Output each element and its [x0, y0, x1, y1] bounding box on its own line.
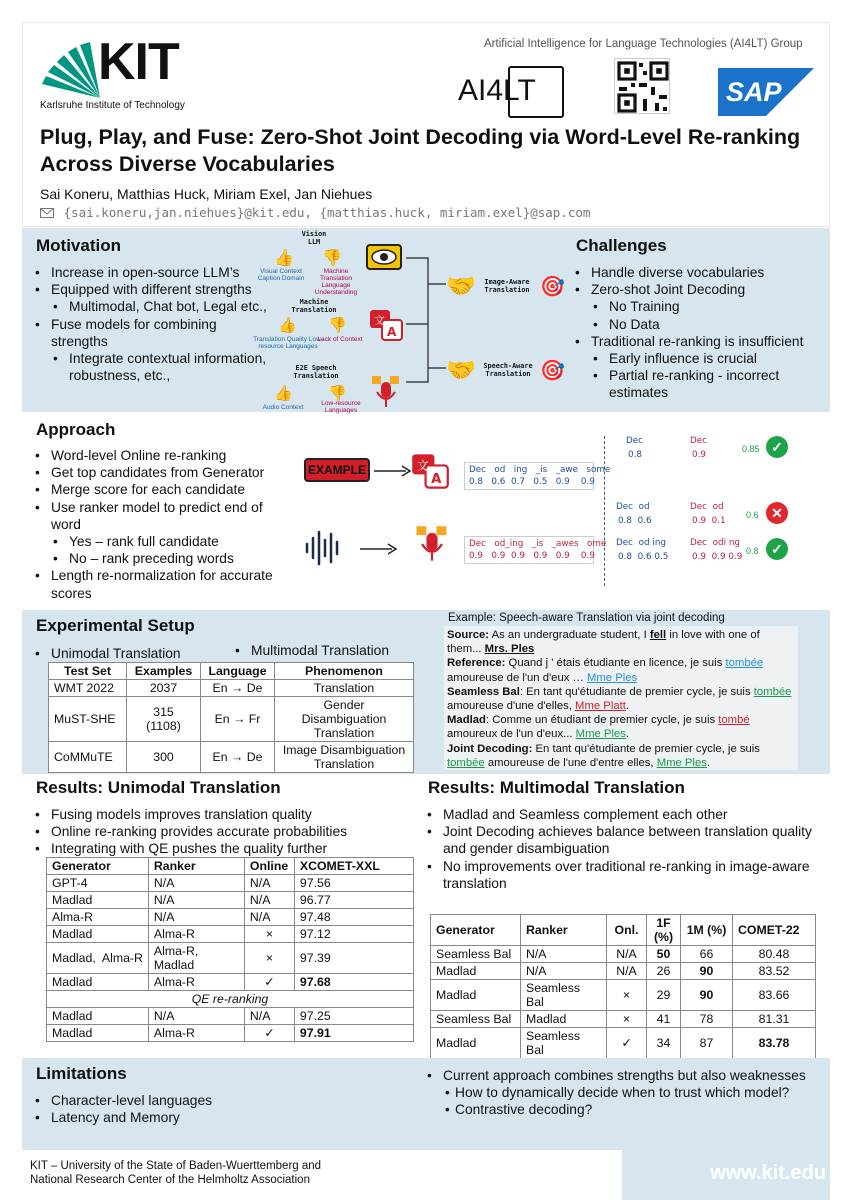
- arrow-icon: [358, 542, 398, 556]
- madlad-text: amoureux de l'un d'eux...: [447, 728, 573, 741]
- vision-pos: Visual Context Caption Domain: [257, 268, 305, 282]
- table-cell: N/A: [607, 946, 647, 963]
- list-item: • Yes – rank full candidate: [33, 533, 289, 550]
- table-cell: Madlad: [47, 1025, 149, 1042]
- challenges-list: [573, 264, 827, 402]
- table-cell: 97.48: [294, 909, 413, 926]
- table-cell: 83.78: [733, 1028, 816, 1059]
- column-header: Generator: [47, 858, 149, 875]
- motivation-heading: Motivation: [36, 236, 121, 255]
- table-cell: 41: [647, 1011, 681, 1028]
- step-rank-tokens: Dec odi ng: [690, 538, 740, 548]
- table-cell: Alma-R: [148, 926, 244, 943]
- speech-neg: Low-resource Languages: [321, 400, 361, 414]
- group-name: Artificial Intelligence for Language Technologies (AI4LT) Group: [484, 38, 803, 50]
- table-cell: Seamless Bal: [521, 1028, 607, 1059]
- check-icon: ✓: [766, 436, 788, 458]
- table-cell: Alma-R, Madlad: [148, 943, 244, 974]
- column-header: Ranker: [521, 915, 607, 946]
- authors: Sai Koneru, Matthias Huck, Miriam Exel, Jan Niehues: [40, 186, 373, 202]
- ranker-tokens-box: [464, 536, 607, 564]
- mt-neg: Lack of Context: [317, 336, 363, 343]
- step-score: 0.6: [746, 510, 759, 520]
- thumbs-up-icon: 👍: [274, 250, 294, 267]
- column-header: Online: [244, 858, 294, 875]
- table-cell: N/A: [521, 963, 607, 980]
- table-cell: 96.77: [294, 892, 413, 909]
- table-row: [47, 1025, 414, 1042]
- step-gen-tokens: Dec od: [616, 502, 650, 512]
- table-cell: 80.48: [733, 946, 816, 963]
- emails: {sai.koneru,jan.niehues}@kit.edu, {matthias.huck, miriam.exel}@sap.com: [63, 205, 591, 220]
- reference-text: amoureuse de l'un d'eux …: [447, 671, 584, 684]
- reference-name: Mme Ples: [586, 671, 638, 684]
- list-item: • Equipped with different strengths: [33, 281, 273, 298]
- table-cell: N/A: [148, 1008, 244, 1025]
- joint-text: amoureuse de l'une d'entre elles,: [487, 756, 654, 769]
- source-name: Mrs. Ples: [484, 643, 535, 656]
- list-item: • Partial re-ranking - incorrect estimates: [573, 367, 827, 401]
- example-madlad: Madlad: Comme un étudiant de premier cycle, je suis tombé amoureux de l'un d'eux... Mme Ples.: [447, 714, 750, 741]
- step-gen-scores: 0.8 0.6: [618, 516, 652, 526]
- table-cell: 50: [647, 946, 681, 963]
- table-cell: ×: [244, 943, 294, 974]
- svg-text:文: 文: [374, 314, 385, 327]
- mail-icon: [40, 208, 54, 218]
- table-row: [431, 980, 816, 1011]
- table-cell: Madlad: [521, 1011, 607, 1028]
- table-cell: 97.25: [294, 1008, 413, 1025]
- column-header: Language: [201, 663, 275, 680]
- footer: [22, 1150, 830, 1200]
- table-cell: ✓: [244, 1025, 294, 1042]
- thumbs-down-icon: 👎: [328, 317, 347, 334]
- table-cell: 78: [681, 1011, 733, 1028]
- table-cell: 83.66: [733, 980, 816, 1011]
- table-cell: Madlad: [47, 974, 149, 991]
- table-cell: ×: [607, 980, 647, 1011]
- table-cell: Madlad: [47, 926, 149, 943]
- list-item: • Madlad and Seamless complement each other: [425, 806, 815, 823]
- table-cell: 97.68: [294, 974, 413, 991]
- limitations-list: [33, 1092, 333, 1126]
- vision-neg: Machine Translation Language Understanding: [314, 268, 358, 296]
- table-cell: 97.39: [294, 943, 413, 974]
- list-item: • Current approach combines strengths but also weaknesses: [425, 1067, 825, 1084]
- kit-logo-text: KIT: [98, 33, 179, 91]
- reference-keyword: tombée: [725, 657, 764, 670]
- seamless-text: amoureuse d'une d'elles,: [447, 700, 572, 713]
- column-header: 1F (%): [647, 915, 681, 946]
- table-cell: N/A: [521, 946, 607, 963]
- seamless-text: : En tant qu'étudiante de premier cycle, je suis: [519, 685, 751, 698]
- joint-label: Joint Decoding:: [447, 742, 533, 755]
- source-text: As an undergraduate student, I: [491, 629, 647, 641]
- table-cell: En → Fr: [201, 697, 275, 742]
- table-cell: 87: [681, 1028, 733, 1059]
- motivation-list: [33, 264, 273, 384]
- table-cell: 26: [647, 963, 681, 980]
- step-score: 0.8: [746, 546, 759, 556]
- table-cell: Alma-R: [148, 974, 244, 991]
- list-item: • Zero-shot Joint Decoding: [573, 281, 827, 298]
- waveform-icon: [304, 528, 344, 568]
- table-cell: 97.12: [294, 926, 413, 943]
- joint-text: En tant qu'étudiante de premier cycle, je suis: [535, 742, 760, 755]
- setup-list-multi: [233, 642, 433, 659]
- results-uni-heading: Results: Unimodal Translation: [36, 778, 281, 797]
- sap-logo-text: SAP: [726, 77, 782, 107]
- table-cell: ✓: [607, 1028, 647, 1059]
- translate-icon: [410, 452, 450, 490]
- example-reference: [447, 656, 795, 684]
- list-item: • Handle diverse vocabularies: [573, 264, 827, 281]
- table-row: [47, 974, 414, 991]
- results-uni-list: [33, 806, 413, 858]
- list-item: • How to dynamically decide when to trust which model?: [425, 1084, 825, 1101]
- list-item: • Early influence is crucial: [573, 350, 827, 367]
- table-cell: N/A: [607, 963, 647, 980]
- list-item: • Word-level Online re-ranking: [33, 447, 289, 464]
- madlad-label: Madlad: [447, 714, 486, 727]
- table-cell: Seamless Bal: [521, 980, 607, 1011]
- table-cell: MuST-SHE: [49, 697, 127, 742]
- svg-text:A: A: [387, 325, 397, 339]
- table-cell: Image Disambiguation Translation: [275, 742, 414, 773]
- ai4lt-logo: [456, 66, 566, 120]
- table-cell: 34: [647, 1028, 681, 1059]
- table-row: [431, 1028, 816, 1059]
- generator-tokens-box: [464, 462, 611, 490]
- table-row: [431, 946, 816, 963]
- table-cell: 315 (1108): [127, 697, 201, 742]
- example-source: [447, 628, 795, 656]
- table-cell: N/A: [148, 892, 244, 909]
- handshake-icon: 🤝: [446, 273, 476, 300]
- list-item: • Get top candidates from Generator: [33, 464, 289, 481]
- table-cell: Gender Disambiguation Translation: [275, 697, 414, 742]
- table-cell: Madlad: [431, 980, 521, 1011]
- step-rank-scores: 0.9: [692, 450, 706, 460]
- target-icon: 🎯: [540, 276, 565, 298]
- table-cell: 90: [681, 980, 733, 1011]
- setup-list-uni: [33, 645, 233, 662]
- footer-url-text[interactable]: www.kit.edu: [710, 1162, 826, 1184]
- divider-dashed: [604, 436, 605, 586]
- table-cell: Alma-R: [47, 909, 149, 926]
- multimodal-results-table: [430, 914, 816, 1059]
- table-row: [431, 963, 816, 980]
- connector-lines: [250, 228, 580, 412]
- column-header: XCOMET-XXL: [294, 858, 413, 875]
- column-header: Phenomenon: [275, 663, 414, 680]
- table-cell: ×: [244, 926, 294, 943]
- generator-scores: 0.8 0.6 0.7 0.5 0.9 0.9: [469, 477, 595, 487]
- joint-name: Mme Ples: [656, 756, 707, 769]
- table-cell: 81.31: [733, 1011, 816, 1028]
- table-cell: 2037: [127, 680, 201, 697]
- list-item: • Merge score for each candidate: [33, 481, 289, 498]
- list-item: • Increase in open-source LLM’s: [33, 264, 273, 281]
- list-item: • No Data: [573, 316, 827, 333]
- list-item: • Use ranker model to predict end of word: [33, 499, 289, 533]
- list-item: • Fusing models improves translation quality: [33, 806, 413, 823]
- example-joint: Joint Decoding: En tant qu'étudiante de premier cycle, je suis tombée amoureuse de l'une d'entre elles, Mme Ples.: [447, 742, 760, 769]
- column-header: COMET-22: [733, 915, 816, 946]
- qr-code-icon: [614, 58, 670, 114]
- svg-text:A: A: [431, 472, 442, 488]
- qe-reranking-label: QE re-ranking: [47, 991, 414, 1008]
- image-aware-label: Image-Aware Translation: [484, 278, 530, 294]
- list-item: • Traditional re-ranking is insufficient: [573, 333, 827, 350]
- list-item: • Multimodal, Chat bot, Legal etc.,: [33, 298, 273, 315]
- footer-line-1: KIT – University of the State of Baden-Wuerttemberg and: [30, 1160, 322, 1172]
- limitations-heading: Limitations: [36, 1064, 127, 1083]
- table-row: [47, 875, 414, 892]
- table-cell: 83.52: [733, 963, 816, 980]
- table-cell: Madlad: [431, 963, 521, 980]
- table-cell: 90: [681, 963, 733, 980]
- madlad-name: Mme Ples: [575, 728, 626, 741]
- table-cell: GPT-4: [47, 875, 149, 892]
- reference-label: Reference:: [447, 657, 506, 670]
- source-keyword: fell: [649, 629, 667, 641]
- results-multi-list: [425, 806, 815, 892]
- list-item: • No – rank preceding words: [33, 550, 289, 567]
- step-rank-tokens: Dec: [690, 436, 708, 446]
- table-row: [49, 697, 414, 742]
- table-row: [431, 1011, 816, 1028]
- table-cell: ✓: [244, 974, 294, 991]
- microphone-icon: [412, 524, 452, 564]
- generator-tokens: Dec od ing _is _awe some: [469, 465, 611, 475]
- motivation-diagram: [250, 228, 580, 412]
- step-rank-tokens: Dec od: [690, 502, 724, 512]
- table-row: [49, 742, 414, 773]
- column-header: Test Set: [49, 663, 127, 680]
- step-rank-scores: 0.9 0.9 0.9: [692, 552, 743, 562]
- approach-list: [33, 447, 289, 602]
- ai4lt-logo-text: AI4LT: [458, 74, 536, 107]
- approach-diagram: [300, 432, 800, 592]
- example-badge: [304, 458, 370, 482]
- table-row: [47, 926, 414, 943]
- ranker-tokens: Dec od_ing _is _awes ome: [469, 539, 607, 549]
- approach-heading: Approach: [36, 420, 116, 439]
- table-cell: WMT 2022: [49, 680, 127, 697]
- table-cell: En → De: [201, 742, 275, 773]
- seamless-name: Mme Platt: [575, 700, 626, 713]
- step-rank-scores: 0.9 0.1: [692, 516, 726, 526]
- table-cell: 29: [647, 980, 681, 1011]
- speech-title: E2E Speech Translation: [293, 364, 339, 380]
- seamless-keyword: tombée: [753, 685, 792, 698]
- step-gen-scores: 0.8: [628, 450, 642, 460]
- emails-row: [40, 205, 590, 220]
- table-cell: N/A: [244, 875, 294, 892]
- list-item: • Integrate contextual information, robustness, etc.,: [33, 350, 273, 384]
- table-row: [47, 991, 414, 1008]
- sap-logo: [718, 68, 814, 116]
- table-cell: ×: [607, 1011, 647, 1028]
- results-multi-heading: Results: Multimodal Translation: [428, 778, 685, 797]
- table-row: [49, 680, 414, 697]
- speech-pos: Audio Context: [262, 404, 304, 411]
- ranker-scores: 0.9 0.9 0.9 0.9 0.9 0.9: [469, 551, 595, 561]
- reference-text: Quand j ' étais étudiante en licence, je suis: [508, 657, 723, 670]
- table-row: [47, 943, 414, 974]
- table-cell: 97.56: [294, 875, 413, 892]
- table-cell: Madlad: [47, 1008, 149, 1025]
- table-cell: En → De: [201, 680, 275, 697]
- seamless-label: Seamless Bal: [447, 685, 520, 698]
- step-gen-tokens: Dec: [626, 436, 644, 446]
- mt-pos: Translation Quality Low-resource Languages: [253, 336, 323, 350]
- joint-keyword: tombée: [447, 756, 485, 769]
- limitations-right-list: [425, 1067, 825, 1119]
- setup-heading: Experimental Setup: [36, 616, 195, 635]
- table-cell: Seamless Bal: [431, 1011, 521, 1028]
- madlad-keyword: tombé: [718, 714, 750, 727]
- list-item: • Latency and Memory: [33, 1109, 333, 1126]
- column-header: Generator: [431, 915, 521, 946]
- column-header: Onl.: [607, 915, 647, 946]
- column-header: Examples: [127, 663, 201, 680]
- svg-text:文: 文: [416, 458, 429, 473]
- unimodal-results-table: [46, 857, 414, 1042]
- speech-aware-label: Speech-Aware Translation: [483, 362, 533, 378]
- list-item: • Online re-ranking provides accurate probabilities: [33, 823, 413, 840]
- table-cell: Seamless Bal: [431, 946, 521, 963]
- list-item: • Multimodal Translation: [233, 642, 433, 659]
- vision-llm-title: Vision LLM: [301, 230, 327, 246]
- kit-logo: [40, 33, 200, 114]
- source-text: in love with one of them...: [447, 629, 760, 656]
- list-item: • Joint Decoding achieves balance between translation quality and gender disambiguation: [425, 823, 815, 857]
- challenges-heading: Challenges: [576, 236, 667, 255]
- table-cell: N/A: [244, 909, 294, 926]
- step-row: [626, 436, 796, 480]
- step-gen-scores: 0.8 0.6 0.5: [618, 552, 669, 562]
- example-box: [444, 626, 798, 770]
- kit-subtitle: Karlsruhe Institute of Technology: [40, 100, 185, 111]
- madlad-text: : Comme un étudiant de premier cycle, je suis: [485, 714, 716, 727]
- table-cell: Alma-R: [148, 1025, 244, 1042]
- dataset-table: [48, 662, 414, 773]
- table-cell: N/A: [244, 1008, 294, 1025]
- table-row: [47, 909, 414, 926]
- list-item: • Contrastive decoding?: [425, 1101, 825, 1118]
- step-score: 0.85: [742, 444, 760, 454]
- table-cell: N/A: [244, 892, 294, 909]
- table-cell: 97.91: [294, 1025, 413, 1042]
- handshake-icon: 🤝: [446, 357, 476, 384]
- footer-url[interactable]: [622, 1150, 830, 1200]
- table-row: [47, 1008, 414, 1025]
- table-cell: N/A: [148, 875, 244, 892]
- arrow-icon: [372, 464, 412, 478]
- table-cell: Translation: [275, 680, 414, 697]
- paper-title: Plug, Play, and Fuse: Zero-Shot Joint Decoding via Word-Level Re-ranking Across Diverse Vocabularies: [40, 125, 801, 176]
- list-item: • No Training: [573, 298, 827, 315]
- table-cell: CoMMuTE: [49, 742, 127, 773]
- table-cell: 66: [681, 946, 733, 963]
- table-cell: Madlad, Alma-R: [47, 943, 149, 974]
- table-cell: 300: [127, 742, 201, 773]
- step-row: [616, 538, 796, 582]
- target-icon: 🎯: [540, 360, 565, 382]
- footer-line-2: National Research Center of the Helmholtz Association: [30, 1174, 310, 1186]
- table-row: [47, 892, 414, 909]
- cross-icon: ✕: [766, 502, 788, 524]
- list-item: • Length re-normalization for accurate scores: [33, 567, 289, 601]
- list-item: • Character-level languages: [33, 1092, 333, 1109]
- thumbs-down-icon: 👎: [322, 250, 342, 267]
- list-item: • Fuse models for combining strengths: [33, 316, 273, 350]
- table-cell: N/A: [148, 909, 244, 926]
- example-label: EXAMPLE: [307, 463, 366, 477]
- list-item: • Unimodal Translation: [33, 645, 233, 662]
- source-label: Source:: [447, 629, 490, 641]
- column-header: Ranker: [148, 858, 244, 875]
- mt-title: Machine Translation: [291, 298, 337, 314]
- thumbs-up-icon: 👍: [278, 317, 297, 334]
- example-seamless: Seamless Bal: En tant qu'étudiante de premier cycle, je suis tombée amoureuse d'une d'elles, Mme Platt.: [447, 685, 792, 713]
- example-caption: Example: Speech-aware Translation via joint decoding: [448, 612, 725, 624]
- list-item: • Integrating with QE pushes the quality further: [33, 840, 413, 857]
- check-icon: ✓: [766, 538, 788, 560]
- step-gen-tokens: Dec od ing: [616, 538, 666, 548]
- column-header: 1M (%): [681, 915, 733, 946]
- thumbs-down-icon: 👎: [328, 385, 347, 402]
- thumbs-up-icon: 👍: [274, 385, 293, 402]
- table-cell: Madlad: [431, 1028, 521, 1059]
- list-item: • No improvements over traditional re-ranking in image-aware translation: [425, 858, 815, 892]
- table-cell: Madlad: [47, 892, 149, 909]
